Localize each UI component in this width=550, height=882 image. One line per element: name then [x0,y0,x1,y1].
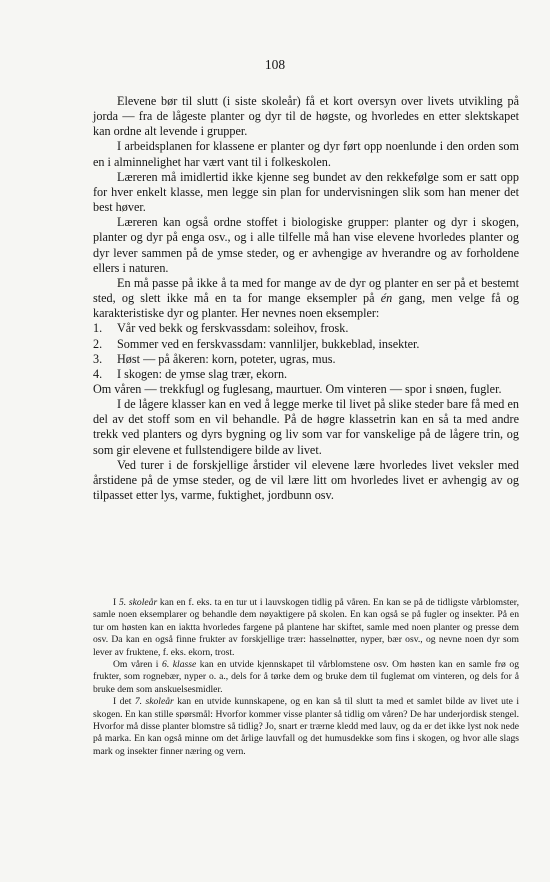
note-text: kan en f. eks. ta en tur ut i lauvskogen tidlig på våren. En kan se på de tidligste vårblomster, samle noen eksemplarer og behandle dem nøyaktigere på skolen. En kan også se på fugler og insekter. På en tur om høsten kan en iaktta hvorledes fargene på plantene har skiftet, samle med noen planter og presse dem osv. Da kan en også finne frukter av forskjellige trær: hasselnøtter, nyper, bær osv., og nevne noen dyr som lever av fruktene, f. eks. ekorn, trost. [93,597,519,658]
paragraph [93,276,519,321]
emphasis-text: 6. klasse [162,659,197,671]
list-number: 4. [93,366,103,381]
paragraph: Læreren må imidlertid ikke kjenne seg bundet av den rekkefølge som er satt opp for hver enkelt klasse, men legge sin plan for undervisningen slik som han mener det best høver. [93,169,519,215]
list-number: 3. [93,351,103,366]
notes-section [93,597,519,758]
paragraph: Elevene bør til slutt (i siste skoleår) få et kort oversyn over livets utvikling på jorda — fra de lågeste planter og dyr til de høgste, og hvorledes en etter slektskapet kan ordne alt levende i grupper. [93,94,519,139]
list-item [93,352,519,367]
emphasis-text: én [380,291,393,306]
list-number: 2. [93,336,103,351]
note-text: I [113,597,119,608]
paragraph: Læreren kan også ordne stoffet i biologiske grupper: planter og dyr i skogen, planter og dyr på enga osv., og i alle tilfelle må han vise elevene hvorledes planter og dyr lever sammen på de ymse steder, og er avhengige av hverandre og av forholdene ellers i naturen. [93,215,519,275]
page-number: 108 [264,57,286,72]
paragraph: Ved turer i de forskjellige årstider vil elevene lære hvorledes livet veksler med årstidene på de ymse steder, og de vil lære litt om hvorledes livet er avhengig av og tilpasset etter lys, varme, fuktighet, jordbunn osv. [93,457,519,503]
list-item [93,367,519,382]
main-text [93,94,519,503]
list-item [93,321,519,336]
note-paragraph [93,659,519,696]
paragraph-text: gang, men velge få og karakteristiske dyr og planter. Her nevnes noen eksempler: [93,291,519,321]
note-paragraph [93,597,519,659]
list-item [93,337,519,352]
note-text: Om våren i [113,659,163,671]
list-item-text: Vår ved bekk og ferskvassdam: soleihov, frosk. [117,321,349,336]
note-paragraph [93,696,519,758]
paragraph: I de lågere klasser kan en ved å legge merke til livet på slike steder bare få med en del av det stoff som en vil behandle. På de høgre klassetrin kan en så ta med andre trekk ved planters og dyrs bygning og liv som var for vanskelige på de lågere trin, og som gir elevene et fullstendigere bilde av livet. [93,397,519,457]
emphasis-text: 7. skoleår [134,696,174,708]
note-text: I det [113,696,135,708]
note-text: kan en utvide kjennskapet til vårblomstene osv. Om høsten kan en samle frø og frukter, som rognebær, nyper o. a., dels for å tørke dem og bruke dem til fuglemat om vinteren, og dels for å bruke dem som anskuelsesmidler. [93,659,519,695]
list-item-text: Høst — på åkeren: korn, poteter, ugras, mus. [117,351,336,366]
emphasis-text: 5. skoleår [118,597,158,608]
list-number: 1. [93,321,103,336]
paragraph: I arbeidsplanen for klassene er planter og dyr ført opp noenlunde i den orden som en i alminnelighet har vært vant til i folkeskolen. [93,139,519,169]
list-continuation: Om våren — trekkfugl og fuglesang, maurtuer. Om vinteren — spor i snøen, fugler. [93,381,502,396]
list-item-text: I skogen: de ymse slag trær, ekorn. [117,366,288,381]
paragraph-text: En må passe på ikke å ta med for mange av de dyr og planter en ser på et bestemt sted, og slett ikke må en ta for mange eksempler på [93,275,519,306]
note-text: kan en utvide kunnskapene, og en kan så til slutt ta med et samlet bilde av livet ute i skogen. En kan stille spørsmål: Hvorfor kommer visse planter så tidlig om våren? De har underjordisk stengel. Hvorfor må disse planter blomstre så tidlig? Jo, snart er trærne kledd med lauv, og da er det ikke lyst nok nede på marka. En kan også minne om det årlige lauvfall og det humusdekke som fins i skogen, og hvor alle slags mark og insekter finner næring og vern. [93,696,519,757]
examples-list [93,321,519,382]
list-item-text: Sommer ved en ferskvassdam: vannliljer, bukkeblad, insekter. [117,336,420,351]
